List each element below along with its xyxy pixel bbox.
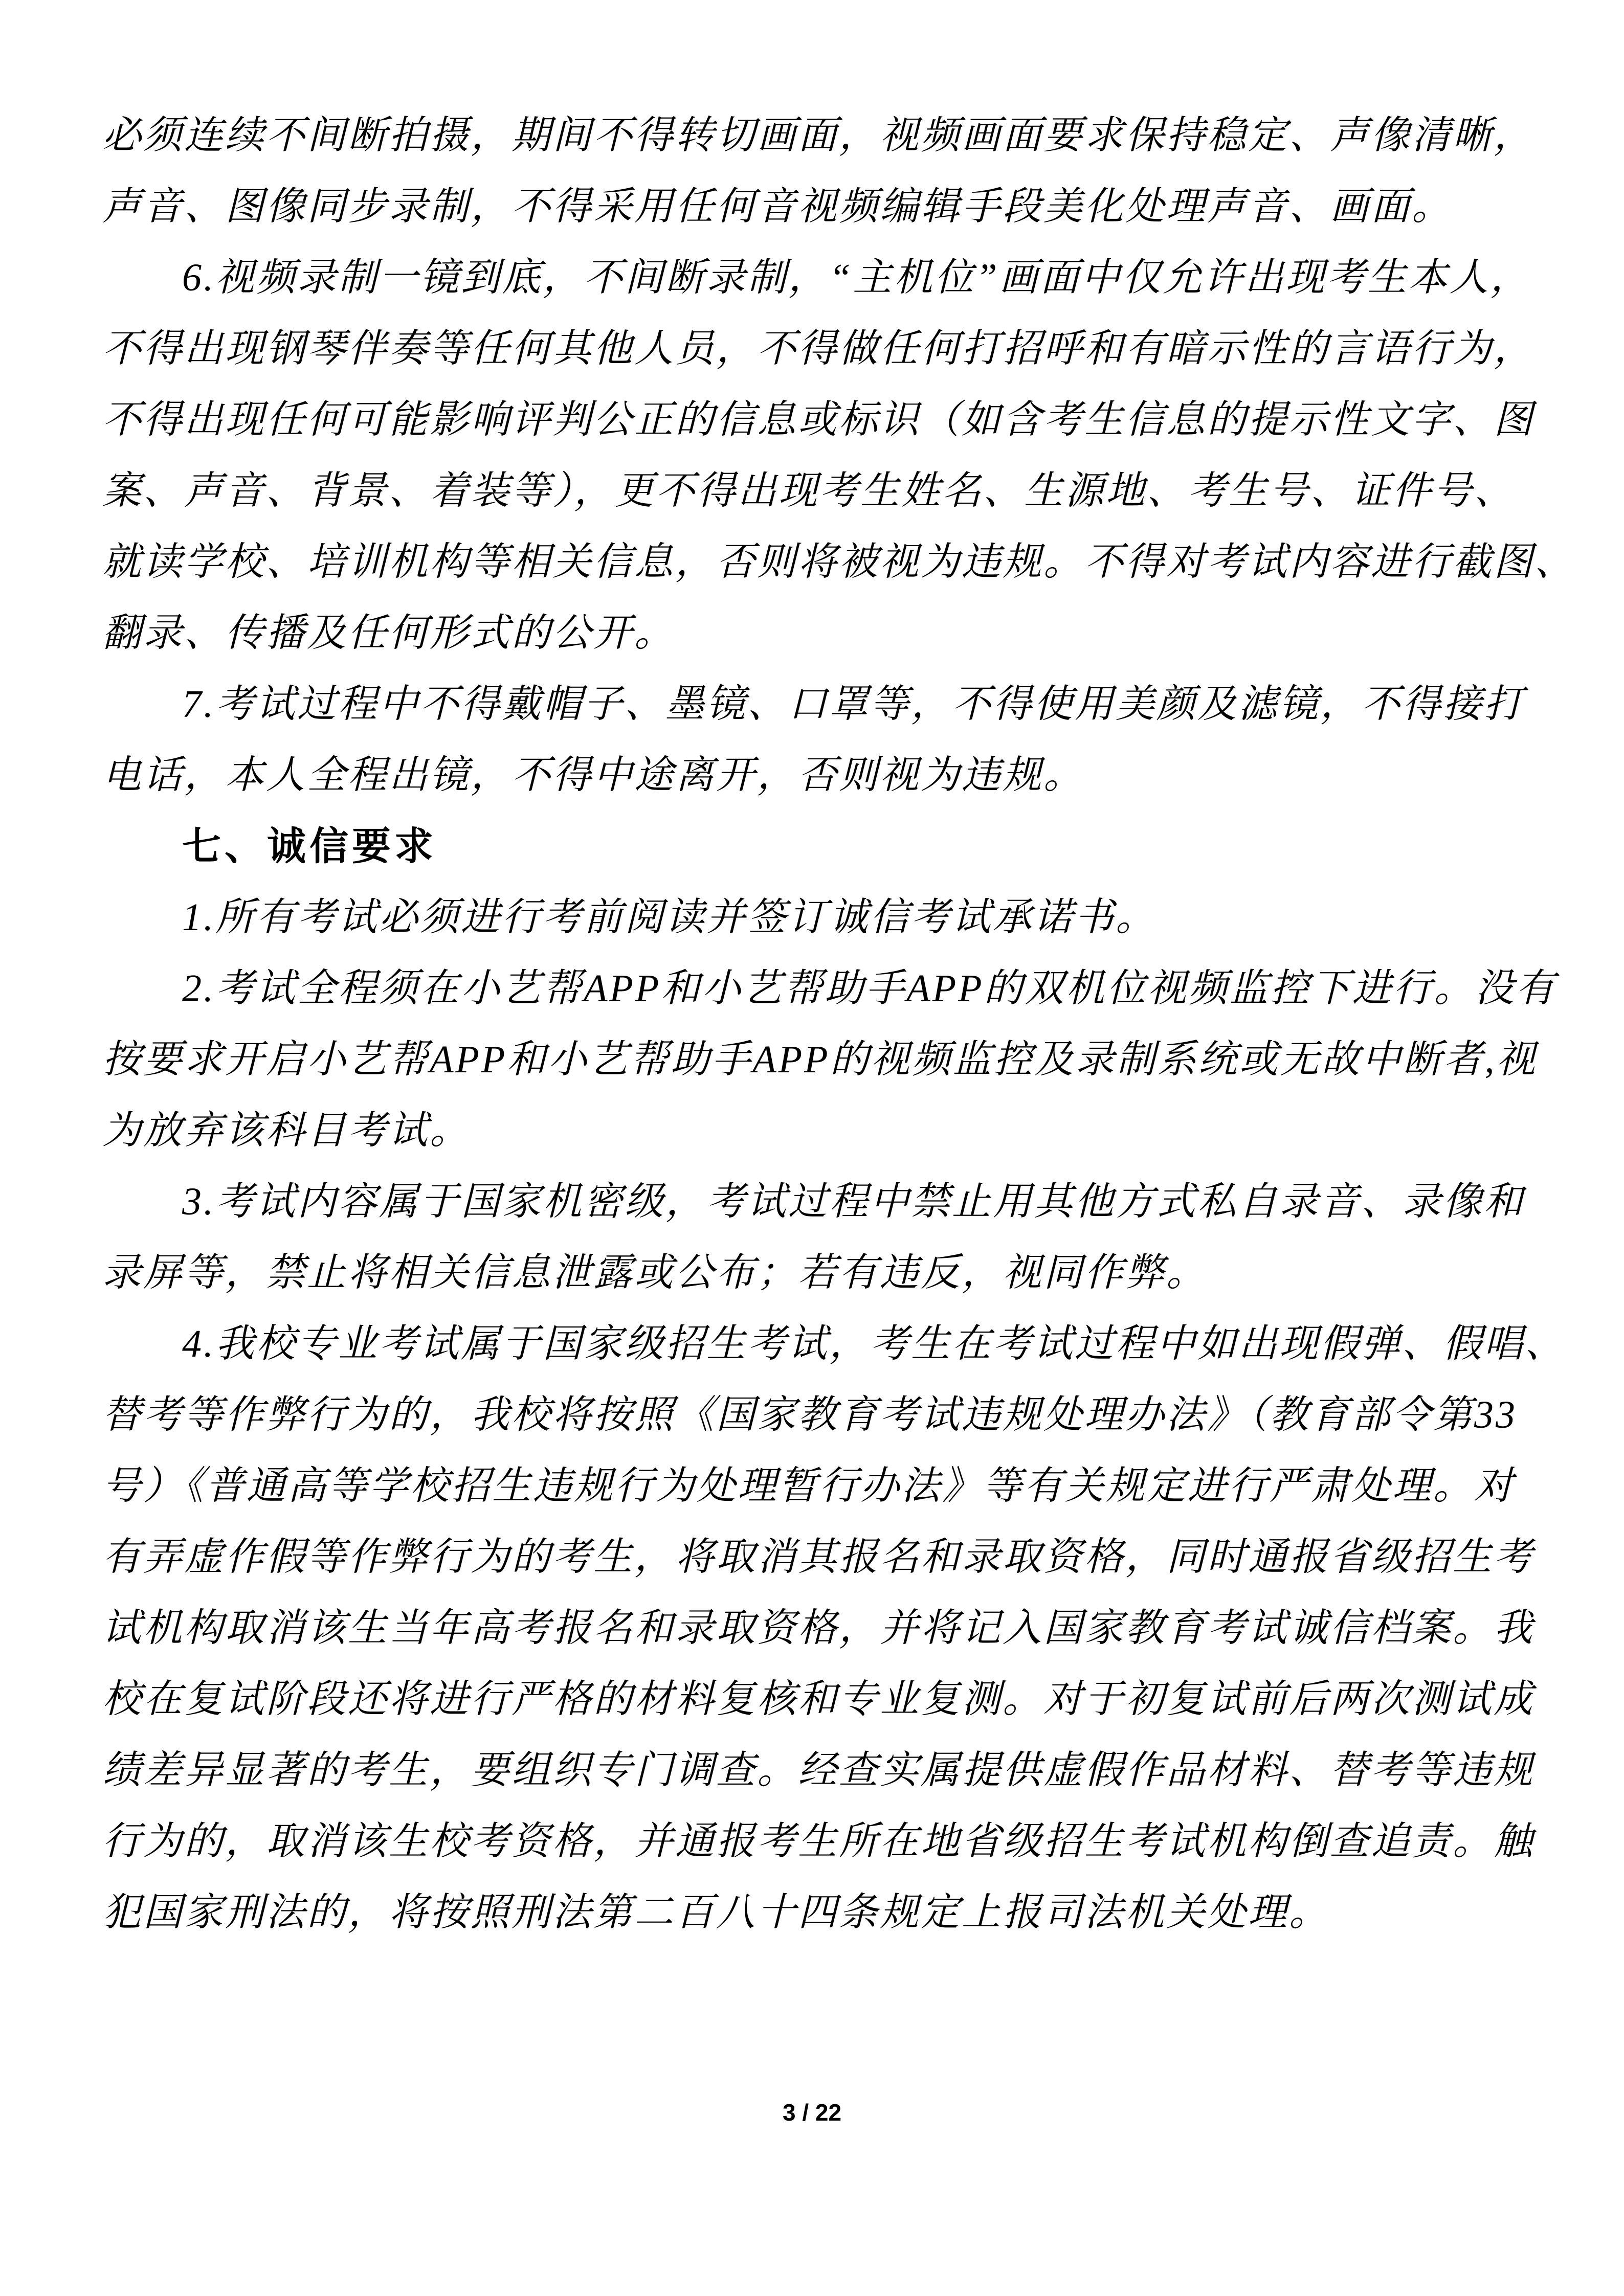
text-line: 犯国家刑法的，将按照刑法第二百八十四条规定上报司法机关处理。 (102, 1891, 1330, 1934)
text-line: 校在复试阶段还将进行严格的材料复核和专业复测。对于初复试前后两次测试成 (102, 1678, 1534, 1721)
text-line: 必须连续不间断拍摄，期间不得转切画面，视频画面要求保持稳定、声像清晰， (102, 114, 1534, 157)
text-line: 2.考试全程须在小艺帮APP和小艺帮助手APP的双机位视频监控下进行。没有 (182, 967, 1557, 1010)
section-heading: 七、诚信要求 (182, 825, 437, 868)
text-line: 就读学校、培训机构等相关信息，否则将被视为违规。不得对考试内容进行截图、 (102, 541, 1575, 583)
text-line: 不得出现钢琴伴奏等任何其他人员，不得做任何打招呼和有暗示性的言语行为， (102, 327, 1534, 370)
text-line: 6.视频录制一镜到底，不间断录制，“主机位”画面中仅允许出现考生本人， (182, 256, 1531, 299)
text-line: 号）《普通高等学校招生违规行为处理暂行办法》等有关规定进行严肃处理。对 (102, 1465, 1515, 1507)
text-line: 4.我校专业考试属于国家级招生考试，考生在考试过程中如出现假弹、假唱、 (182, 1322, 1566, 1365)
text-line: 试机构取消该生当年高考报名和录取资格，并将记入国家教育考试诚信档案。我 (102, 1607, 1534, 1650)
text-line: 有弄虚作假等作弊行为的考生，将取消其报名和录取资格，同时通报省级招生考 (102, 1536, 1534, 1579)
text-line: 3.考试内容属于国家机密级，考试过程中禁止用其他方式私自录音、录像和 (182, 1180, 1525, 1223)
text-line: 1.所有考试必须进行考前阅读并签订诚信考试承诺书。 (182, 896, 1156, 939)
text-line: 为放弃该科目考试。 (102, 1109, 471, 1152)
text-line: 7.考试过程中不得戴帽子、墨镜、口罩等，不得使用美颜及滤镜，不得接打 (182, 683, 1525, 726)
text-line: 绩差异显著的考生，要组织专门调查。经查实属提供虚假作品材料、替考等违规 (102, 1749, 1534, 1792)
page-number: 3 / 22 (782, 2099, 842, 2126)
text-line: 案、声音、背景、着装等），更不得出现考生姓名、生源地、考生号、证件号、 (102, 469, 1515, 512)
text-line: 翻录、传播及任何形式的公开。 (102, 612, 675, 655)
text-line: 电话，本人全程出镜，不得中途离开，否则视为违规。 (102, 754, 1084, 797)
text-line: 不得出现任何可能影响评判公正的信息或标识（如含考生信息的提示性文字、图 (102, 398, 1534, 441)
text-line: 替考等作弊行为的，我校将按照《国家教育考试违规处理办法》（教育部令第33 (102, 1393, 1517, 1436)
text-line: 声音、图像同步录制，不得采用任何音视频编辑手段美化处理声音、画面。 (102, 185, 1453, 228)
document-body (102, 100, 1575, 1948)
text-line: 按要求开启小艺帮APP和小艺帮助手APP的视频监控及录制系统或无故中断者,视 (102, 1038, 1538, 1081)
text-line: 行为的，取消该生校考资格，并通报考生所在地省级招生考试机构倒查追责。触 (102, 1820, 1534, 1863)
text-line: 录屏等，禁止将相关信息泄露或公布；若有违反，视同作弊。 (102, 1251, 1207, 1294)
